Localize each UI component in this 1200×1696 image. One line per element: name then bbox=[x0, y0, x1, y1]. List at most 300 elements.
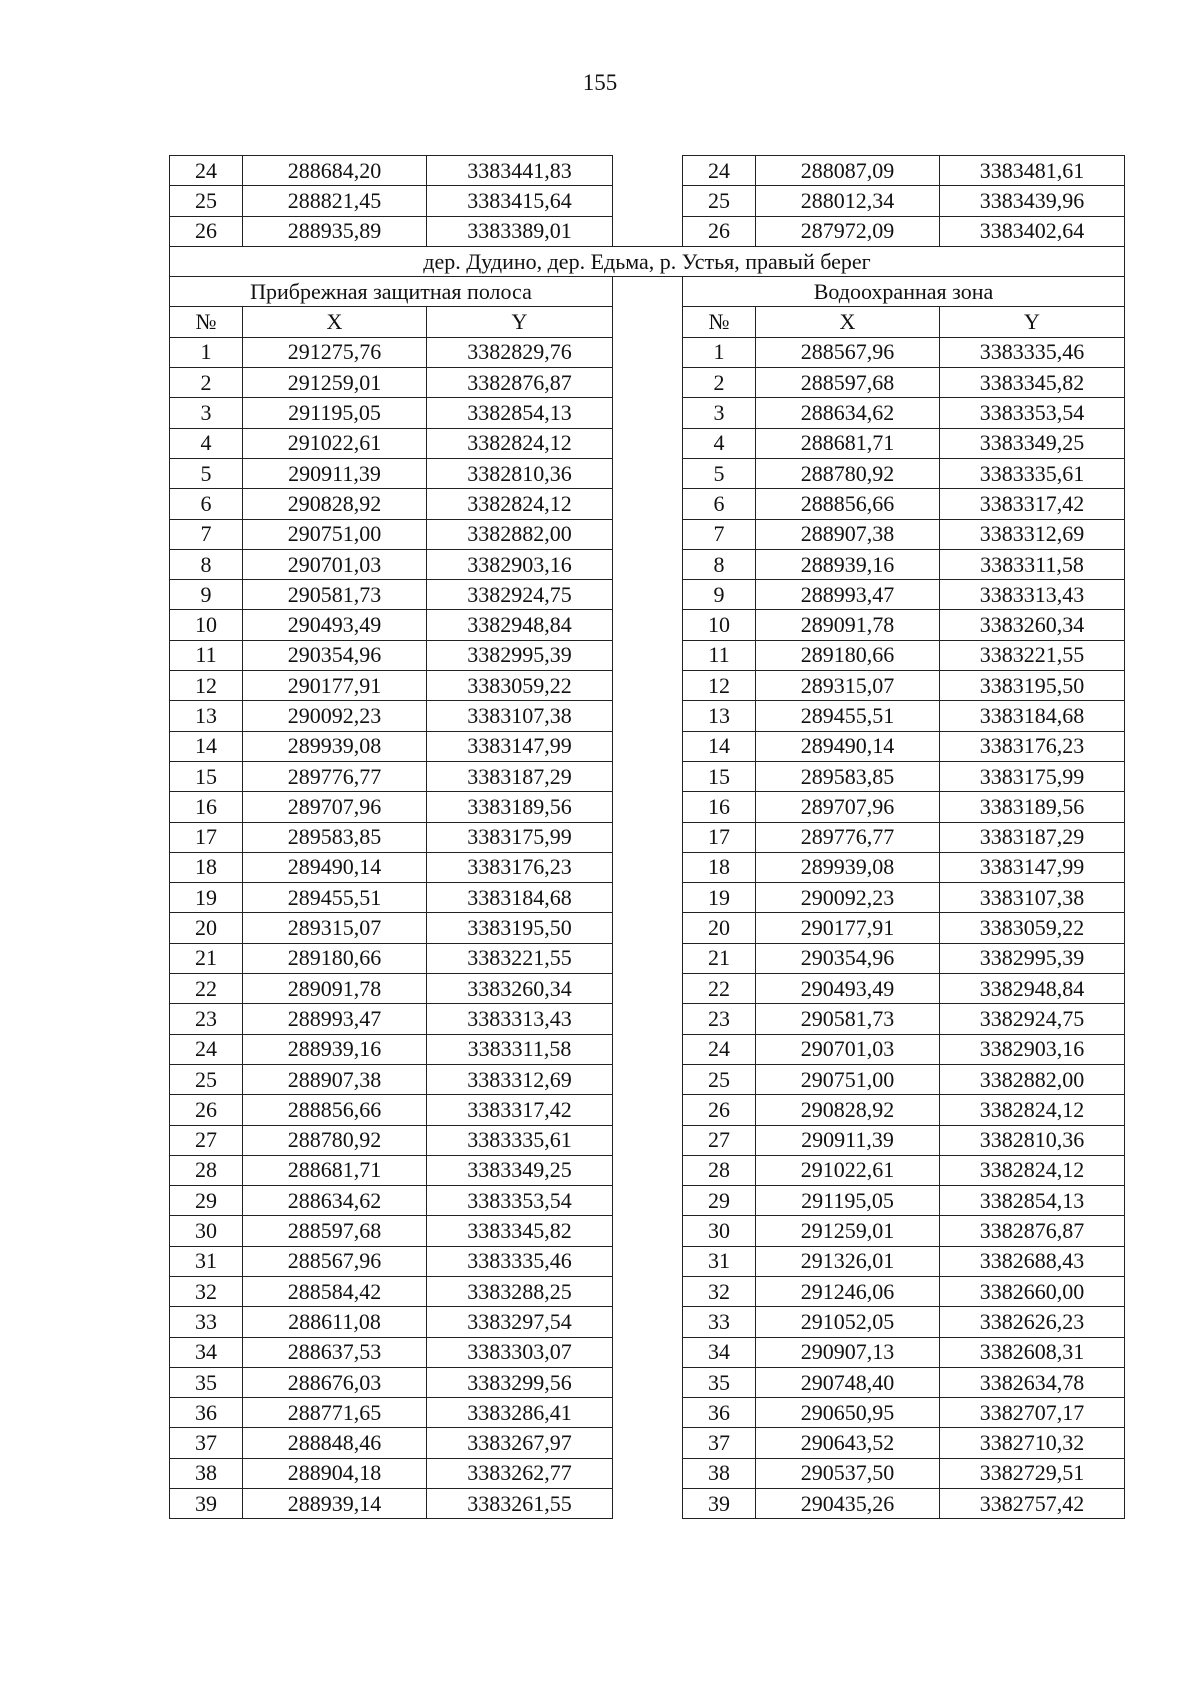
right-y: 3383335,46 bbox=[940, 337, 1125, 367]
right-x: 290650,95 bbox=[756, 1398, 940, 1428]
right-y: 3382995,39 bbox=[940, 943, 1125, 973]
right-x: 289939,08 bbox=[756, 852, 940, 882]
left-num: 13 bbox=[170, 701, 243, 731]
right-y: 3383349,25 bbox=[940, 428, 1125, 458]
right-y: 3382608,31 bbox=[940, 1337, 1125, 1367]
column-gap bbox=[613, 368, 683, 398]
left-num: 16 bbox=[170, 792, 243, 822]
top-row bbox=[170, 186, 1125, 216]
right-x: 289776,77 bbox=[756, 822, 940, 852]
column-gap bbox=[613, 1428, 683, 1458]
left-y: 3383297,54 bbox=[427, 1307, 613, 1337]
left-table-title: Прибрежная защитная полоса bbox=[170, 277, 613, 307]
left-x: 290177,91 bbox=[243, 671, 427, 701]
column-gap bbox=[613, 1458, 683, 1488]
right-y: 3383311,58 bbox=[940, 549, 1125, 579]
right-x: 288597,68 bbox=[756, 368, 940, 398]
right-header-x: X bbox=[756, 307, 940, 337]
right-x: 289707,96 bbox=[756, 792, 940, 822]
right-x: 290493,49 bbox=[756, 974, 940, 1004]
left-y: 3383312,69 bbox=[427, 1064, 613, 1094]
right-y: 3382757,42 bbox=[940, 1489, 1125, 1519]
left-num: 33 bbox=[170, 1307, 243, 1337]
left-y: 3383261,55 bbox=[427, 1489, 613, 1519]
right-y: 3382707,17 bbox=[940, 1398, 1125, 1428]
right-table-title: Водоохранная зона bbox=[683, 277, 1125, 307]
left-y: 3383184,68 bbox=[427, 883, 613, 913]
right-y: 3382626,23 bbox=[940, 1307, 1125, 1337]
right-y: 3383189,56 bbox=[940, 792, 1125, 822]
right-y: 3383187,29 bbox=[940, 822, 1125, 852]
right-num: 35 bbox=[683, 1367, 756, 1397]
table-row bbox=[170, 1398, 1125, 1428]
left-num: 35 bbox=[170, 1367, 243, 1397]
left-y: 3383415,64 bbox=[427, 186, 613, 216]
right-x: 290537,50 bbox=[756, 1458, 940, 1488]
table-row bbox=[170, 883, 1125, 913]
left-y: 3383288,25 bbox=[427, 1276, 613, 1306]
left-num: 4 bbox=[170, 428, 243, 458]
right-y: 3383184,68 bbox=[940, 701, 1125, 731]
column-gap bbox=[613, 216, 683, 246]
right-y: 3383059,22 bbox=[940, 913, 1125, 943]
column-gap bbox=[613, 640, 683, 670]
column-gap bbox=[613, 1307, 683, 1337]
left-x: 288634,62 bbox=[243, 1186, 427, 1216]
table-row bbox=[170, 913, 1125, 943]
left-y: 3383221,55 bbox=[427, 943, 613, 973]
right-num: 19 bbox=[683, 883, 756, 913]
left-header-num: № bbox=[170, 307, 243, 337]
left-y: 3383349,25 bbox=[427, 1155, 613, 1185]
left-num: 12 bbox=[170, 671, 243, 701]
right-y: 3382824,12 bbox=[940, 1155, 1125, 1185]
table-row bbox=[170, 428, 1125, 458]
table-row bbox=[170, 519, 1125, 549]
right-y: 3383353,54 bbox=[940, 398, 1125, 428]
right-num: 2 bbox=[683, 368, 756, 398]
column-gap bbox=[613, 156, 683, 186]
section-title: дер. Дудино, дер. Едьма, р. Устья, правый берег bbox=[170, 246, 1125, 276]
right-x: 290643,52 bbox=[756, 1428, 940, 1458]
column-gap bbox=[613, 671, 683, 701]
left-num: 25 bbox=[170, 1064, 243, 1094]
right-num: 30 bbox=[683, 1216, 756, 1246]
right-num: 39 bbox=[683, 1489, 756, 1519]
right-y: 3382924,75 bbox=[940, 1004, 1125, 1034]
column-gap bbox=[613, 1246, 683, 1276]
left-num: 3 bbox=[170, 398, 243, 428]
left-x: 291259,01 bbox=[243, 368, 427, 398]
right-y: 3383195,50 bbox=[940, 671, 1125, 701]
column-gap bbox=[613, 458, 683, 488]
table-row bbox=[170, 1337, 1125, 1367]
right-x: 291259,01 bbox=[756, 1216, 940, 1246]
left-x: 288821,45 bbox=[243, 186, 427, 216]
right-num: 4 bbox=[683, 428, 756, 458]
left-num: 17 bbox=[170, 822, 243, 852]
left-y: 3383189,56 bbox=[427, 792, 613, 822]
left-x: 289490,14 bbox=[243, 852, 427, 882]
table-row bbox=[170, 761, 1125, 791]
column-gap bbox=[613, 974, 683, 1004]
right-x: 291326,01 bbox=[756, 1246, 940, 1276]
right-x: 290748,40 bbox=[756, 1367, 940, 1397]
left-num: 22 bbox=[170, 974, 243, 1004]
column-gap bbox=[613, 1004, 683, 1034]
left-x: 288597,68 bbox=[243, 1216, 427, 1246]
left-num: 26 bbox=[170, 216, 243, 246]
left-x: 290701,03 bbox=[243, 549, 427, 579]
right-x: 290911,39 bbox=[756, 1125, 940, 1155]
right-num: 28 bbox=[683, 1155, 756, 1185]
table-row bbox=[170, 1307, 1125, 1337]
right-y: 3382810,36 bbox=[940, 1125, 1125, 1155]
right-x: 288087,09 bbox=[756, 156, 940, 186]
left-y: 3382876,87 bbox=[427, 368, 613, 398]
right-num: 24 bbox=[683, 1034, 756, 1064]
left-y: 3383389,01 bbox=[427, 216, 613, 246]
left-y: 3383345,82 bbox=[427, 1216, 613, 1246]
table-row bbox=[170, 1489, 1125, 1519]
left-num: 39 bbox=[170, 1489, 243, 1519]
left-x: 288681,71 bbox=[243, 1155, 427, 1185]
table-row bbox=[170, 458, 1125, 488]
right-x: 288634,62 bbox=[756, 398, 940, 428]
right-num: 31 bbox=[683, 1246, 756, 1276]
column-header-row bbox=[170, 307, 1125, 337]
table-row bbox=[170, 549, 1125, 579]
right-x: 289490,14 bbox=[756, 731, 940, 761]
right-y: 3383147,99 bbox=[940, 852, 1125, 882]
table-row bbox=[170, 701, 1125, 731]
column-gap bbox=[613, 1489, 683, 1519]
right-num: 36 bbox=[683, 1398, 756, 1428]
right-y: 3383260,34 bbox=[940, 610, 1125, 640]
right-num: 21 bbox=[683, 943, 756, 973]
right-y: 3382948,84 bbox=[940, 974, 1125, 1004]
left-num: 31 bbox=[170, 1246, 243, 1276]
left-num: 6 bbox=[170, 489, 243, 519]
left-y: 3383303,07 bbox=[427, 1337, 613, 1367]
left-num: 36 bbox=[170, 1398, 243, 1428]
left-y: 3382995,39 bbox=[427, 640, 613, 670]
right-header-num: № bbox=[683, 307, 756, 337]
right-x: 290907,13 bbox=[756, 1337, 940, 1367]
left-x: 289939,08 bbox=[243, 731, 427, 761]
left-x: 288567,96 bbox=[243, 1246, 427, 1276]
left-x: 288611,08 bbox=[243, 1307, 427, 1337]
left-x: 290354,96 bbox=[243, 640, 427, 670]
right-x: 288780,92 bbox=[756, 458, 940, 488]
right-num: 5 bbox=[683, 458, 756, 488]
table-row bbox=[170, 610, 1125, 640]
right-y: 3383345,82 bbox=[940, 368, 1125, 398]
right-num: 10 bbox=[683, 610, 756, 640]
right-y: 3382710,32 bbox=[940, 1428, 1125, 1458]
right-x: 290354,96 bbox=[756, 943, 940, 973]
right-num: 37 bbox=[683, 1428, 756, 1458]
table-row bbox=[170, 1246, 1125, 1276]
table-row bbox=[170, 822, 1125, 852]
left-num: 25 bbox=[170, 186, 243, 216]
left-y: 3382810,36 bbox=[427, 458, 613, 488]
left-y: 3382824,12 bbox=[427, 489, 613, 519]
left-y: 3383299,56 bbox=[427, 1367, 613, 1397]
right-num: 7 bbox=[683, 519, 756, 549]
column-gap bbox=[613, 519, 683, 549]
right-x: 290751,00 bbox=[756, 1064, 940, 1094]
column-gap bbox=[613, 1367, 683, 1397]
right-x: 288567,96 bbox=[756, 337, 940, 367]
column-gap bbox=[613, 1064, 683, 1094]
left-y: 3383262,77 bbox=[427, 1458, 613, 1488]
left-x: 288780,92 bbox=[243, 1125, 427, 1155]
left-num: 23 bbox=[170, 1004, 243, 1034]
column-gap bbox=[613, 549, 683, 579]
left-num: 18 bbox=[170, 852, 243, 882]
table-row bbox=[170, 1186, 1125, 1216]
left-y: 3383195,50 bbox=[427, 913, 613, 943]
right-y: 3383481,61 bbox=[940, 156, 1125, 186]
right-y: 3382903,16 bbox=[940, 1034, 1125, 1064]
left-y: 3383335,61 bbox=[427, 1125, 613, 1155]
right-header-y: Y bbox=[940, 307, 1125, 337]
left-x: 288993,47 bbox=[243, 1004, 427, 1034]
right-y: 3383317,42 bbox=[940, 489, 1125, 519]
left-x: 290092,23 bbox=[243, 701, 427, 731]
left-num: 24 bbox=[170, 156, 243, 186]
right-num: 29 bbox=[683, 1186, 756, 1216]
left-num: 26 bbox=[170, 1095, 243, 1125]
left-y: 3382882,00 bbox=[427, 519, 613, 549]
left-x: 288637,53 bbox=[243, 1337, 427, 1367]
table-row bbox=[170, 852, 1125, 882]
right-x: 288993,47 bbox=[756, 580, 940, 610]
left-num: 5 bbox=[170, 458, 243, 488]
column-gap bbox=[613, 913, 683, 943]
left-num: 28 bbox=[170, 1155, 243, 1185]
left-x: 291022,61 bbox=[243, 428, 427, 458]
left-x: 288939,16 bbox=[243, 1034, 427, 1064]
column-gap bbox=[613, 701, 683, 731]
right-y: 3382876,87 bbox=[940, 1216, 1125, 1246]
left-y: 3383311,58 bbox=[427, 1034, 613, 1064]
left-num: 11 bbox=[170, 640, 243, 670]
left-num: 37 bbox=[170, 1428, 243, 1458]
right-y: 3382882,00 bbox=[940, 1064, 1125, 1094]
column-gap bbox=[613, 1216, 683, 1246]
right-y: 3383176,23 bbox=[940, 731, 1125, 761]
left-num: 32 bbox=[170, 1276, 243, 1306]
right-x: 290828,92 bbox=[756, 1095, 940, 1125]
column-gap bbox=[613, 1095, 683, 1125]
right-x: 289583,85 bbox=[756, 761, 940, 791]
right-num: 38 bbox=[683, 1458, 756, 1488]
left-x: 288904,18 bbox=[243, 1458, 427, 1488]
right-num: 27 bbox=[683, 1125, 756, 1155]
column-gap bbox=[613, 1125, 683, 1155]
left-num: 30 bbox=[170, 1216, 243, 1246]
table-row bbox=[170, 337, 1125, 367]
table-row bbox=[170, 1095, 1125, 1125]
left-y: 3382829,76 bbox=[427, 337, 613, 367]
column-gap bbox=[613, 822, 683, 852]
left-num: 10 bbox=[170, 610, 243, 640]
right-num: 1 bbox=[683, 337, 756, 367]
right-num: 6 bbox=[683, 489, 756, 519]
left-num: 34 bbox=[170, 1337, 243, 1367]
table-row bbox=[170, 1458, 1125, 1488]
left-x: 289707,96 bbox=[243, 792, 427, 822]
right-x: 289455,51 bbox=[756, 701, 940, 731]
right-y: 3383313,43 bbox=[940, 580, 1125, 610]
left-x: 288676,03 bbox=[243, 1367, 427, 1397]
column-gap bbox=[613, 186, 683, 216]
left-y: 3383286,41 bbox=[427, 1398, 613, 1428]
left-x: 290828,92 bbox=[243, 489, 427, 519]
left-num: 21 bbox=[170, 943, 243, 973]
right-num: 17 bbox=[683, 822, 756, 852]
right-x: 289180,66 bbox=[756, 640, 940, 670]
column-gap bbox=[613, 1337, 683, 1367]
right-num: 8 bbox=[683, 549, 756, 579]
table-row bbox=[170, 640, 1125, 670]
right-num: 18 bbox=[683, 852, 756, 882]
right-y: 3383439,96 bbox=[940, 186, 1125, 216]
right-y: 3383402,64 bbox=[940, 216, 1125, 246]
right-num: 22 bbox=[683, 974, 756, 1004]
left-num: 2 bbox=[170, 368, 243, 398]
table-row bbox=[170, 580, 1125, 610]
table-row bbox=[170, 368, 1125, 398]
table-row bbox=[170, 974, 1125, 1004]
left-x: 288848,46 bbox=[243, 1428, 427, 1458]
column-gap bbox=[613, 731, 683, 761]
right-x: 291195,05 bbox=[756, 1186, 940, 1216]
table-row bbox=[170, 1276, 1125, 1306]
coordinates-table bbox=[169, 155, 1125, 1519]
left-x: 289091,78 bbox=[243, 974, 427, 1004]
right-num: 26 bbox=[683, 1095, 756, 1125]
right-num: 25 bbox=[683, 1064, 756, 1094]
table-row bbox=[170, 489, 1125, 519]
table-row bbox=[170, 1125, 1125, 1155]
left-y: 3383313,43 bbox=[427, 1004, 613, 1034]
table-title-row bbox=[170, 277, 1125, 307]
table-row bbox=[170, 943, 1125, 973]
column-gap bbox=[613, 489, 683, 519]
right-x: 288939,16 bbox=[756, 549, 940, 579]
left-num: 27 bbox=[170, 1125, 243, 1155]
column-gap bbox=[613, 428, 683, 458]
column-gap bbox=[613, 580, 683, 610]
column-gap bbox=[613, 761, 683, 791]
right-num: 11 bbox=[683, 640, 756, 670]
right-y: 3382729,51 bbox=[940, 1458, 1125, 1488]
table-row bbox=[170, 1004, 1125, 1034]
left-x: 289583,85 bbox=[243, 822, 427, 852]
left-y: 3382903,16 bbox=[427, 549, 613, 579]
left-x: 289315,07 bbox=[243, 913, 427, 943]
right-num: 25 bbox=[683, 186, 756, 216]
page-number: 155 bbox=[582, 70, 618, 95]
column-gap bbox=[613, 277, 683, 307]
coordinates-table-body bbox=[170, 156, 1125, 1519]
left-x: 288684,20 bbox=[243, 156, 427, 186]
section-title-row bbox=[170, 246, 1125, 276]
table-row bbox=[170, 1064, 1125, 1094]
right-num: 13 bbox=[683, 701, 756, 731]
right-num: 14 bbox=[683, 731, 756, 761]
right-y: 3383335,61 bbox=[940, 458, 1125, 488]
left-x: 288856,66 bbox=[243, 1095, 427, 1125]
right-y: 3382688,43 bbox=[940, 1246, 1125, 1276]
column-gap bbox=[613, 398, 683, 428]
column-gap bbox=[613, 337, 683, 367]
left-x: 288939,14 bbox=[243, 1489, 427, 1519]
top-row bbox=[170, 156, 1125, 186]
left-y: 3383267,97 bbox=[427, 1428, 613, 1458]
table-row bbox=[170, 1367, 1125, 1397]
right-x: 289315,07 bbox=[756, 671, 940, 701]
column-gap bbox=[613, 1186, 683, 1216]
left-x: 290751,00 bbox=[243, 519, 427, 549]
left-header-x: X bbox=[243, 307, 427, 337]
right-y: 3383312,69 bbox=[940, 519, 1125, 549]
right-num: 24 bbox=[683, 156, 756, 186]
right-y: 3383107,38 bbox=[940, 883, 1125, 913]
column-gap bbox=[613, 852, 683, 882]
left-y: 3383175,99 bbox=[427, 822, 613, 852]
right-x: 290581,73 bbox=[756, 1004, 940, 1034]
column-gap bbox=[613, 883, 683, 913]
column-gap bbox=[613, 307, 683, 337]
right-num: 23 bbox=[683, 1004, 756, 1034]
left-num: 9 bbox=[170, 580, 243, 610]
left-x: 289180,66 bbox=[243, 943, 427, 973]
column-gap bbox=[613, 610, 683, 640]
right-y: 3382634,78 bbox=[940, 1367, 1125, 1397]
right-y: 3383175,99 bbox=[940, 761, 1125, 791]
left-num: 14 bbox=[170, 731, 243, 761]
left-num: 15 bbox=[170, 761, 243, 791]
left-num: 24 bbox=[170, 1034, 243, 1064]
right-x: 288012,34 bbox=[756, 186, 940, 216]
right-x: 288681,71 bbox=[756, 428, 940, 458]
left-y: 3383335,46 bbox=[427, 1246, 613, 1276]
right-y: 3382824,12 bbox=[940, 1095, 1125, 1125]
left-x: 289455,51 bbox=[243, 883, 427, 913]
left-num: 7 bbox=[170, 519, 243, 549]
column-gap bbox=[613, 1034, 683, 1064]
column-gap bbox=[613, 1276, 683, 1306]
right-x: 290701,03 bbox=[756, 1034, 940, 1064]
left-num: 19 bbox=[170, 883, 243, 913]
right-x: 288907,38 bbox=[756, 519, 940, 549]
left-y: 3383176,23 bbox=[427, 852, 613, 882]
right-num: 15 bbox=[683, 761, 756, 791]
right-y: 3382854,13 bbox=[940, 1186, 1125, 1216]
left-num: 8 bbox=[170, 549, 243, 579]
right-x: 290435,26 bbox=[756, 1489, 940, 1519]
left-num: 38 bbox=[170, 1458, 243, 1488]
left-y: 3382854,13 bbox=[427, 398, 613, 428]
left-y: 3383059,22 bbox=[427, 671, 613, 701]
right-num: 16 bbox=[683, 792, 756, 822]
left-y: 3383260,34 bbox=[427, 974, 613, 1004]
right-x: 289091,78 bbox=[756, 610, 940, 640]
